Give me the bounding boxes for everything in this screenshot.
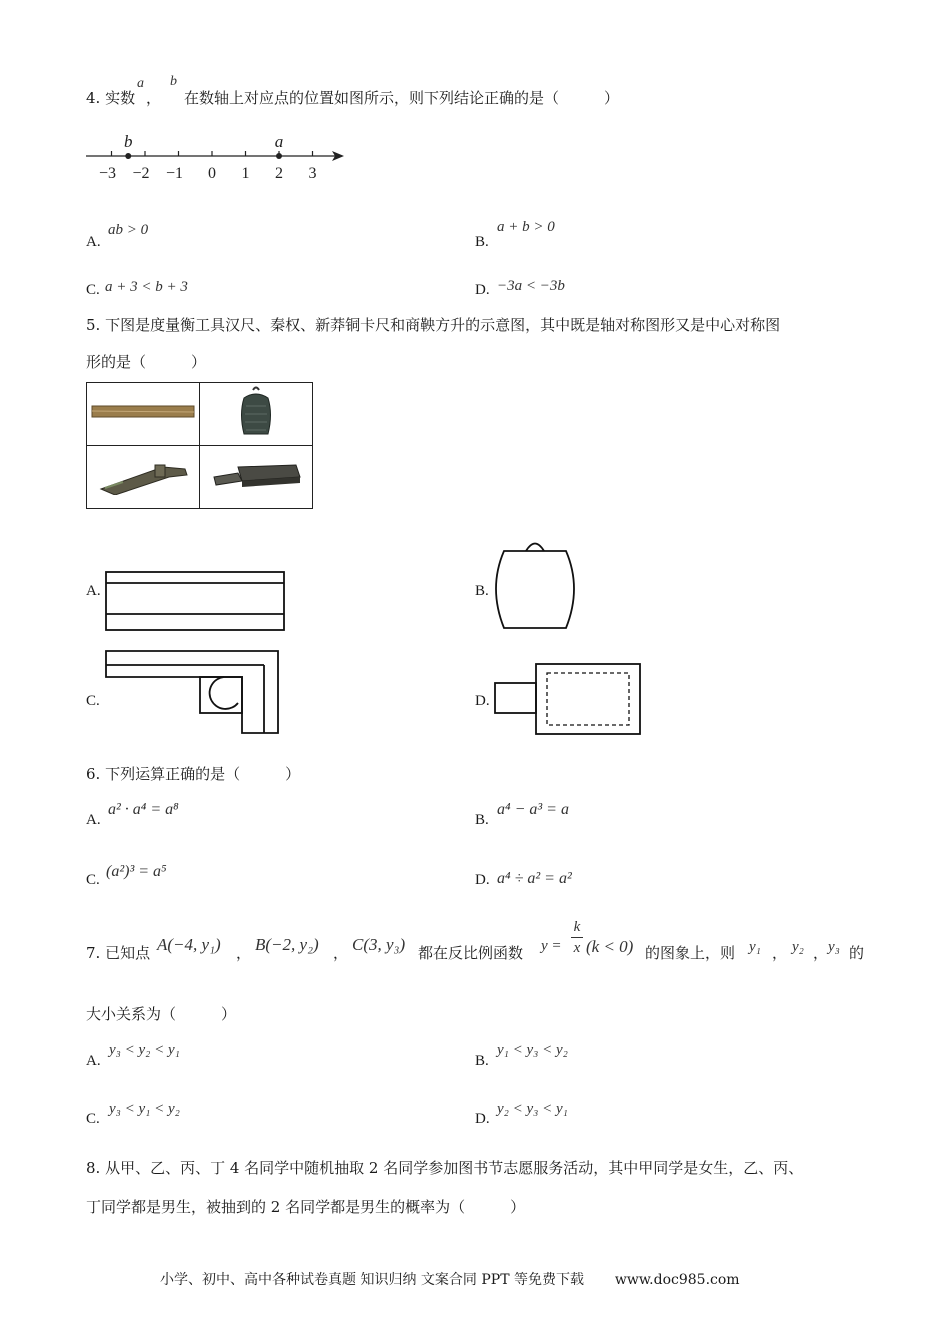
q6-option-b-expr: a⁴ − a³ = a — [497, 801, 569, 818]
q7-option-a-expr: y₃ < y₂ < y₁ — [109, 1042, 180, 1058]
q5-option-a-letter[interactable]: A. — [86, 583, 101, 599]
q7-func-lhs: y = — [541, 938, 562, 954]
number-line-tick-label: −1 — [165, 165, 184, 182]
q5-photo-grid — [86, 382, 313, 509]
q7-prefix: 7. 已知点 — [86, 944, 151, 962]
number-line-tick-label: −2 — [132, 165, 150, 182]
q6-option-d-expr: a⁴ ÷ a² = a² — [497, 870, 572, 887]
number-line-tick-label: 1 — [241, 165, 250, 182]
q7-point-c: C(3, y₃) — [352, 935, 406, 954]
q8-stem-line2: 丁同学都是男生，被抽到的 2 名同学都是男生的概率为（ ） — [86, 1198, 526, 1216]
number-line-diagram — [80, 128, 355, 186]
q7-y3: y₃ — [828, 939, 840, 955]
number-line-tick-label: 3 — [308, 165, 317, 182]
q4-option-d-expr: −3a < −3b — [497, 278, 565, 294]
q6-option-a-expr: a² · a⁴ = a⁸ — [108, 801, 179, 818]
q7-y1: y₁ — [749, 939, 761, 955]
q7-func-fraction — [571, 918, 583, 957]
q5-option-c-letter[interactable]: C. — [86, 693, 100, 709]
q7-mid: 都在反比例函数 — [418, 944, 524, 962]
q7-sep-1: ， — [236, 944, 252, 962]
q7-option-c-expr: y₃ < y₁ < y₂ — [109, 1101, 180, 1117]
q7-option-a-letter[interactable]: A. — [86, 1053, 101, 1069]
xinmang-caliper-image — [93, 455, 193, 495]
q7-point-b: B(−2, y₂) — [255, 935, 319, 954]
point-b-label: b — [124, 132, 133, 151]
q5-option-a-figure[interactable] — [104, 569, 288, 633]
number-line-tick-label: 2 — [275, 165, 283, 182]
q7-func-num: k — [573, 919, 581, 935]
q7-sep-2: ， — [333, 944, 349, 962]
q4-option-c-expr: a + 3 < b + 3 — [105, 279, 188, 295]
footer-url[interactable]: www.doc985.com — [614, 1272, 740, 1288]
han-ruler-image — [90, 402, 196, 422]
q7-func-den: x — [573, 940, 581, 956]
q4-option-a-letter[interactable]: A. — [86, 234, 101, 250]
point-a-label: a — [274, 132, 284, 151]
q5-option-c-figure[interactable] — [104, 649, 284, 735]
photo-han-ruler — [87, 383, 200, 446]
q5-option-b-figure[interactable] — [490, 538, 580, 632]
q6-option-b-letter[interactable]: B. — [475, 812, 489, 828]
point-b — [125, 153, 131, 159]
q7-y2: y₂ — [792, 939, 804, 955]
q4-stem — [86, 88, 135, 108]
q4-suffix: 在数轴上对应点的位置如图所示，则下列结论正确的是（ ） — [184, 89, 620, 107]
q8-stem-line1: 8. 从甲、乙、丙、丁 4 名同学中随机抽取 2 名同学参加图书节志愿服务活动，其中甲同学是女生，乙、丙、 — [86, 1159, 804, 1177]
point-a — [276, 153, 282, 159]
q7-option-b-expr: y₁ < y₃ < y₂ — [497, 1042, 568, 1058]
q7-func-cond: (k < 0) — [586, 937, 634, 956]
q7-option-d-letter[interactable]: D. — [475, 1111, 490, 1127]
photo-xinmang-caliper — [87, 446, 200, 509]
photo-shangyang-measure — [200, 446, 313, 509]
number-line-tick-label: −3 — [98, 165, 117, 182]
q6-option-d-letter[interactable]: D. — [475, 872, 490, 888]
q7-tail1: 的图象上，则 — [645, 944, 736, 962]
q5-stem-line1: 5. 下图是度量衡工具汉尺、秦权、新莽铜卡尺和商鞅方升的示意图，其中既是轴对称图形又是中心对称图 — [86, 316, 781, 334]
q6-option-a-letter[interactable]: A. — [86, 812, 101, 828]
q4-option-b-expr: a + b > 0 — [497, 219, 555, 235]
qin-weight-image — [236, 384, 276, 440]
footer — [160, 1269, 740, 1289]
q5-option-d-letter[interactable]: D. — [475, 693, 490, 709]
q7-option-b-letter[interactable]: B. — [475, 1053, 489, 1069]
q4-option-c-letter[interactable]: C. — [86, 282, 100, 298]
footer-text: 小学、初中、高中各种试卷真题 知识归纳 文案合同 PPT 等免费下载 — [160, 1272, 584, 1288]
q4-option-b-letter[interactable]: B. — [475, 234, 489, 250]
q7-tail2: 的 — [849, 944, 865, 962]
q6-option-c-letter[interactable]: C. — [86, 872, 100, 888]
q4-option-a-expr: ab > 0 — [108, 222, 149, 238]
q7-sep-4: ， — [813, 944, 829, 962]
q6-option-c-expr: (a²)³ = a⁵ — [106, 863, 167, 880]
number-line-tick-label: 0 — [208, 165, 216, 182]
q4-option-d-letter[interactable]: D. — [475, 282, 490, 298]
q7-point-a: A(−4, y₁) — [157, 935, 221, 954]
q7-option-c-letter[interactable]: C. — [86, 1111, 100, 1127]
q5-option-d-figure[interactable] — [492, 661, 644, 737]
q6-stem: 6. 下列运算正确的是（ ） — [86, 765, 301, 783]
shangyang-measure-image — [208, 457, 304, 493]
q4-var-b: b — [170, 74, 177, 89]
q4-comma: ， — [146, 89, 162, 107]
q7-sep-3: ， — [772, 944, 788, 962]
q5-option-b-letter[interactable]: B. — [475, 583, 489, 599]
q4-var-a: a — [137, 76, 144, 91]
q7-option-d-expr: y₂ < y₃ < y₁ — [497, 1101, 568, 1117]
photo-qin-weight — [200, 383, 313, 446]
q4-prefix: 4. 实数 — [86, 89, 136, 107]
q5-stem-line2: 形的是（ ） — [86, 353, 207, 371]
q7-stem-line2: 大小关系为（ ） — [86, 1005, 237, 1023]
